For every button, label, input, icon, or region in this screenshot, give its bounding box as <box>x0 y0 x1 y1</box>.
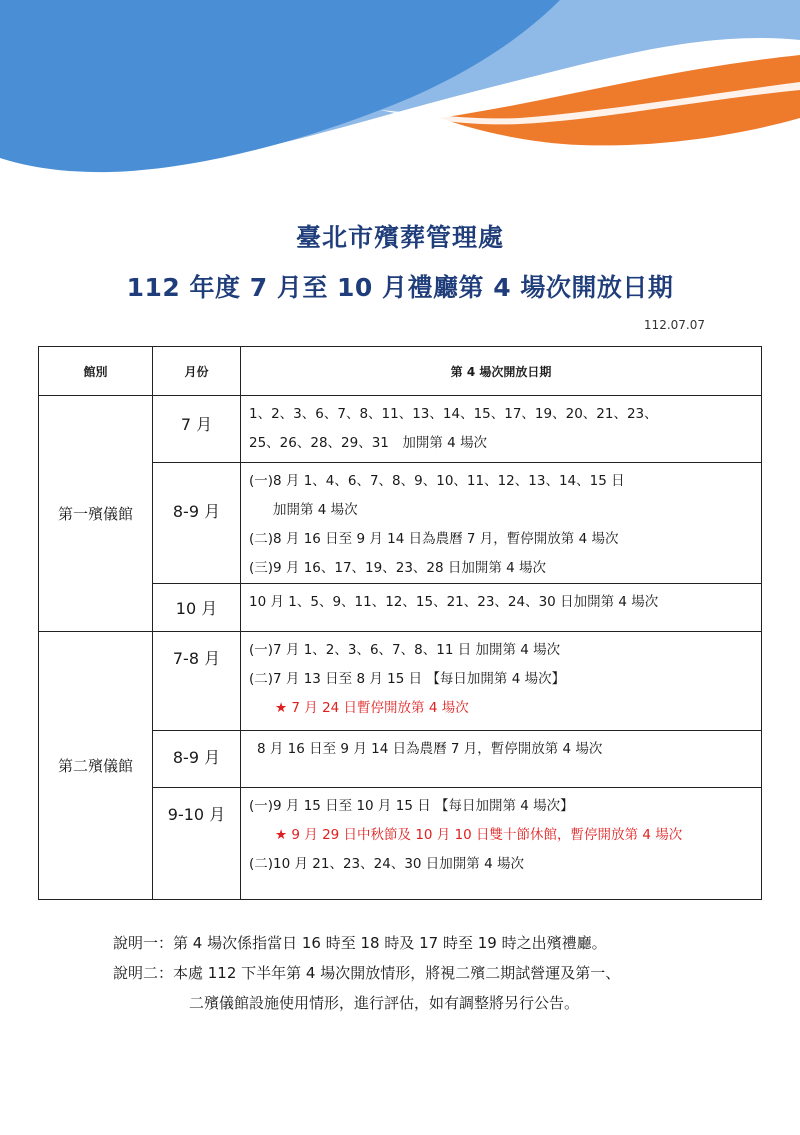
alert-note: ★ 9 月 29 日中秋節及 10 月 10 日雙十節休館，暫停開放第 4 場次 <box>275 827 683 843</box>
dates-cell: 10 月 1、5、9、11、12、15、21、23、24、30 日加開第 4 場次 <box>241 584 762 632</box>
month-cell: 7-8 月 <box>153 632 241 731</box>
month-cell: 9-10 月 <box>153 788 241 900</box>
notes-section <box>113 928 620 1018</box>
hall-name: 第二殯儀館 <box>39 632 153 900</box>
table-row <box>39 396 762 463</box>
header-wave-graphic <box>0 0 800 200</box>
dates-cell: (一)9 月 15 日至 10 月 15 日 【每日加開第 4 場次】 ★ 9 月 29 日中秋節及 10 月 10 日雙十節休館，暫停開放第 4 場次 (二)10 月 21、23、24、30 日加開第 4 場次 <box>241 788 762 900</box>
month-cell: 10 月 <box>153 584 241 632</box>
alert-note: ★ 7 月 24 日暫停開放第 4 場次 <box>275 700 469 716</box>
dates-cell: 8 月 16 日至 9 月 14 日為農曆 7 月，暫停開放第 4 場次 <box>241 731 762 788</box>
month-cell: 8-9 月 <box>153 463 241 584</box>
note-one: 說明一：第 4 場次係指當日 16 時至 18 時及 17 時至 19 時之出殯禮廳。 <box>113 934 607 952</box>
header-hall: 館別 <box>39 347 153 396</box>
hall-name: 第一殯儀館 <box>39 396 153 632</box>
page-title: 臺北市殯葬管理處 <box>295 223 504 252</box>
month-cell: 8-9 月 <box>153 731 241 788</box>
dates-cell: 1、2、3、6、7、8、11、13、14、15、17、19、20、21、23、 25、26、28、29、31 加開第 4 場次 <box>241 396 762 463</box>
note-two: 說明二：本處 112 下半年第 4 場次開放情形，將視二殯二期試營運及第一、 <box>113 964 621 982</box>
table-header-row <box>39 347 762 396</box>
schedule-table <box>38 346 762 900</box>
dates-cell: (一)7 月 1、2、3、6、7、8、11 日 加開第 4 場次 (二)7 月 13 日至 8 月 15 日 【每日加開第 4 場次】 ★ 7 月 24 日暫停開放第 4 場次 <box>241 632 762 731</box>
month-cell: 7 月 <box>153 396 241 463</box>
header-month: 月份 <box>153 347 241 396</box>
table-row <box>39 632 762 731</box>
note-two-continued: 二殯儀館設施使用情形，進行評估，如有調整將另行公告。 <box>189 994 580 1012</box>
header-dates: 第 4 場次開放日期 <box>241 347 762 396</box>
dates-cell: (一)8 月 1、4、6、7、8、9、10、11、12、13、14、15 日 加開第 4 場次 (二)8 月 16 日至 9 月 14 日為農曆 7 月，暫停開放第 4 場次 (三)9 月 16、17、19、23、28 日加開第 4 場次 <box>241 463 762 584</box>
page-subtitle: 112 年度 7 月至 10 月禮廳第 4 場次開放日期 <box>126 273 674 302</box>
document-date: 112.07.07 <box>643 318 705 332</box>
